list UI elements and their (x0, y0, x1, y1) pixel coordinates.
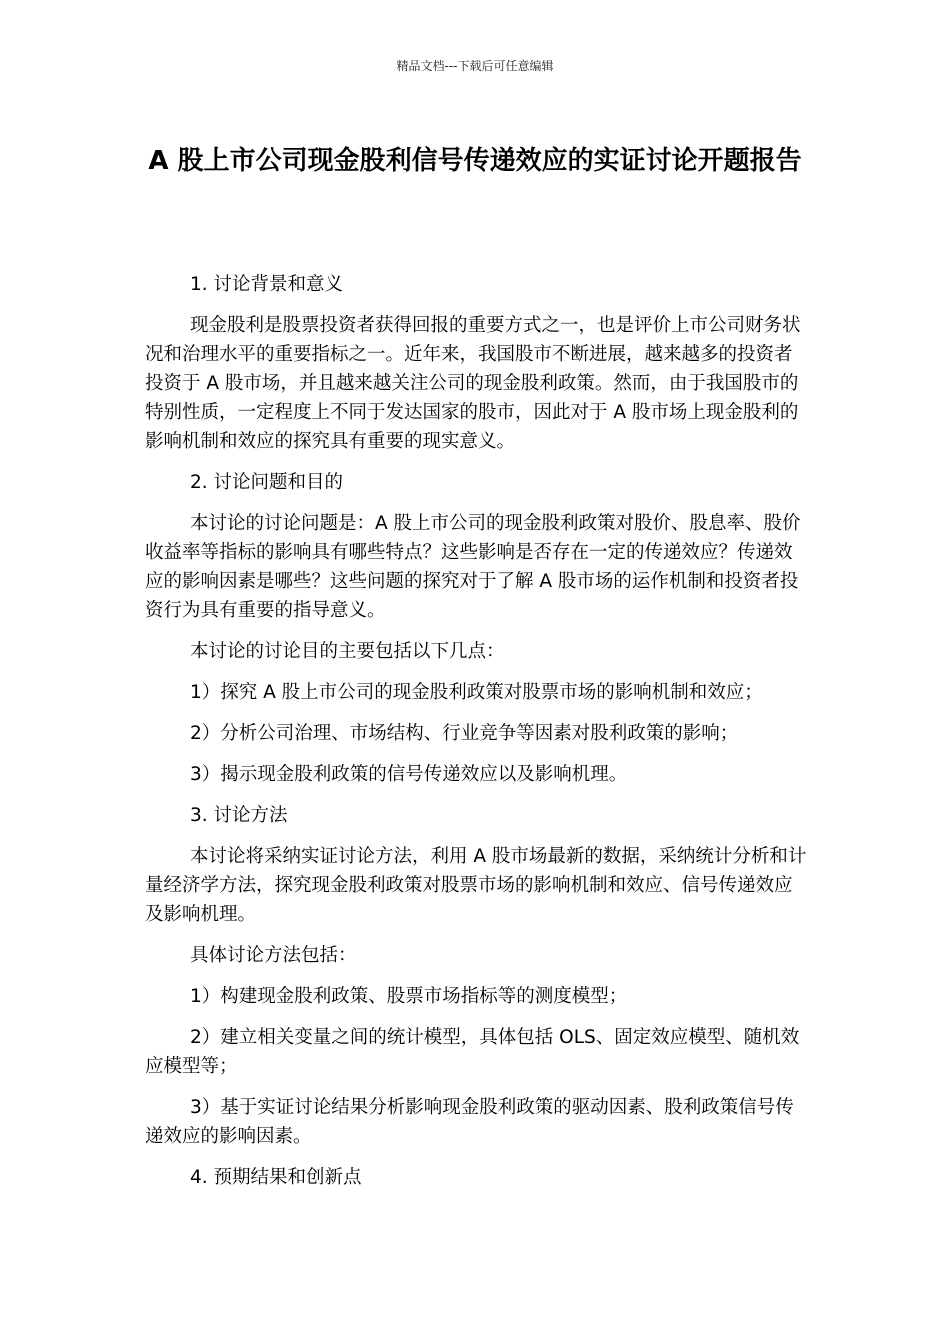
section-3-list-item-2: 2）建立相关变量之间的统计模型，具体包括 OLS、固定效应模型、随机效应模型等； (145, 1027, 800, 1077)
section-2-list-item-1: 1）探究 A 股上市公司的现金股利政策对股票市场的影响机制和效应； (190, 682, 763, 703)
section-4-heading: 4. 预期结果和创新点 (190, 1167, 362, 1188)
section-2-list-item-3: 3）揭示现金股利政策的信号传递效应以及影响机理。 (190, 764, 628, 785)
section-3-list-item-3: 3）基于实证讨论结果分析影响现金股利政策的驱动因素、股利政策信号传递效应的影响因素。 (145, 1097, 794, 1147)
section-3-paragraph-2: 具体讨论方法包括： (190, 945, 357, 966)
section-3-paragraph-1: 本讨论将采纳实证讨论方法，利用 A 股市场最新的数据，采纳统计分析和计量经济学方法，探究现金股利政策对股票市场的影响机制和效应、信号传递效应及影响机理。 (145, 846, 807, 925)
section-2-list-item-2: 2）分析公司治理、市场结构、行业竞争等因素对股利政策的影响； (190, 723, 739, 744)
section-2-paragraph-2: 本讨论的讨论目的主要包括以下几点： (190, 641, 505, 662)
section-2-heading: 2. 讨论问题和目的 (190, 472, 344, 493)
section-2-paragraph-1: 本讨论的讨论问题是：A 股上市公司的现金股利政策对股价、股息率、股价收益率等指标的影响具有哪些特点？这些影响是否存在一定的传递效应？传递效应的影响因素是哪些？这些问题的探究对于了解 A 股市场的运作机制和投资者投资行为具有重要的指导意义。 (145, 513, 801, 621)
section-1-paragraph: 现金股利是股票投资者获得回报的重要方式之一，也是评价上市公司财务状况和治理水平的重要指标之一。近年来，我国股市不断进展，越来越多的投资者投资于 A 股市场，并且越来越关注公司的现金股利政策。然而，由于我国股市的特别性质，一定程度上不同于发达国家的股市，因此对于 A 股市场上现金股利的影响机制和效应的探究具有重要的现实意义。 (145, 315, 801, 452)
section-3-heading: 3. 讨论方法 (190, 805, 288, 826)
document-title: A 股上市公司现金股利信号传递效应的实证讨论开题报告 (148, 146, 802, 176)
section-1-heading: 1. 讨论背景和意义 (190, 274, 344, 295)
section-3-list-item-1: 1）构建现金股利政策、股票市场指标等的测度模型； (190, 986, 628, 1007)
document-body (145, 270, 809, 1204)
page-header: 精品文档---下载后可任意编辑 (396, 59, 554, 73)
